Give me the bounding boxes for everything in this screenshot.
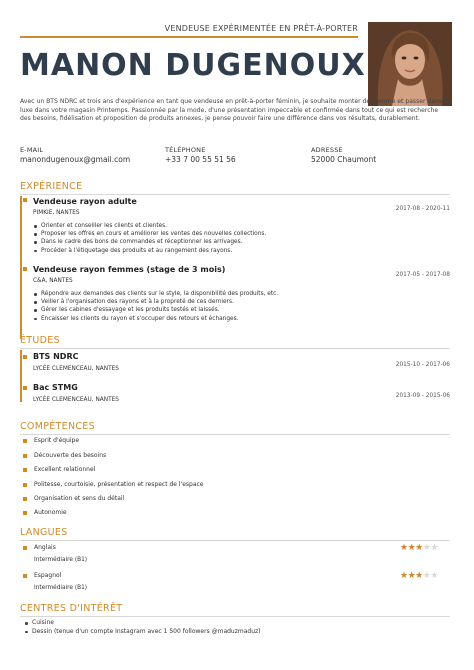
star-filled-icon: ★ — [400, 571, 408, 581]
language-name: Espagnol — [34, 572, 62, 579]
profile-photo — [368, 22, 452, 106]
title-divider — [20, 36, 358, 38]
timeline-node — [23, 386, 27, 390]
skills-section-title: COMPÉTENCES — [20, 421, 95, 432]
language-rating — [400, 571, 438, 581]
experience-role: Vendeuse rayon femmes (stage de 3 mois) — [33, 265, 226, 274]
bullet-square-icon — [23, 439, 27, 443]
experience-tasks — [33, 290, 363, 323]
skill-label: Autonomie — [34, 509, 67, 516]
star-empty-icon: ★ — [422, 571, 431, 581]
timeline-node — [23, 198, 27, 202]
education-timeline — [20, 350, 22, 402]
star-filled-icon: ★ — [415, 571, 423, 581]
portrait-photo-icon — [368, 22, 452, 106]
languages-divider — [20, 540, 450, 541]
skill-label: Politesse, courtoisie, présentation et respect de l'espace — [34, 481, 204, 488]
star-empty-icon: ★ — [422, 543, 431, 553]
experience-org: C&A, NANTES — [33, 278, 73, 284]
skill-label: Organisation et sens du détail — [34, 495, 125, 502]
candidate-name: MANON DUGENOUX — [20, 48, 366, 83]
phone-value[interactable]: +33 7 00 55 51 56 — [165, 155, 236, 164]
list-item: Veiller à l'organisation des rayons et à la propreté de ces derniers. — [33, 298, 363, 306]
list-item — [23, 481, 204, 488]
education-degree: BTS NDRC — [33, 352, 79, 361]
bullet-square-icon — [23, 454, 27, 458]
star-empty-icon: ★ — [430, 571, 438, 581]
bullet-square-icon — [23, 511, 27, 515]
skill-label: Esprit d'équipe — [34, 437, 80, 444]
languages-section-title: LANGUES — [20, 527, 68, 538]
education-degree: Bac STMG — [33, 383, 78, 392]
address-value: 52000 Chaumont — [311, 155, 377, 164]
address-label: ADRESSE — [311, 146, 343, 154]
profile-summary: Avec un BTS NDRC et trois ans d'expérience en tant que vendeuse en prêt-à-porter féminin, je souhaite monter de gamme et passer dans le luxe dans votre magasin Printemps. Passionnée par la mode, d'une présentation impeccable et confirmée dans tout ce qui est recherche des besoins, fidélisation et proposition de produits annexes, je pense pouvoir faire une différence dans vos résultats, durablement. — [20, 98, 450, 123]
list-item: Dans le cadre des bons de commandes et réceptionner les arrivages. — [33, 238, 363, 246]
experience-dates: 2017-05 - 2017-08 — [395, 272, 450, 278]
education-dates: 2015-10 - 2017-06 — [395, 362, 450, 368]
education-dates: 2013-09 - 2015-06 — [395, 393, 450, 399]
experience-timeline — [20, 196, 22, 339]
interests-section-title: CENTRES D'INTÉRÊT — [20, 603, 123, 614]
star-filled-icon: ★ — [400, 543, 408, 553]
list-item: Gérer les cabines d'essayage et les produits testés et laissés. — [33, 306, 363, 314]
language-name: Anglais — [34, 544, 56, 551]
interests-list — [23, 619, 443, 636]
skills-divider — [20, 434, 450, 435]
list-item: Orienter et conseiller les clients et clientes. — [33, 222, 363, 230]
list-item: Encaisser les clients du rayon et s'occuper des retours et échanges. — [33, 315, 363, 323]
experience-tasks — [33, 222, 363, 255]
list-item: Procéder à l'étiquetage des produits et au rangement des rayons. — [33, 247, 363, 255]
experience-role: Vendeuse rayon adulte — [33, 197, 137, 206]
list-item: Répondre aux demandes des clients sur le style, la disponibilité des produits, etc. — [33, 290, 363, 298]
skill-label: Découverte des besoins — [34, 452, 107, 459]
list-item — [23, 495, 124, 502]
language-level: Intermédiaire (B1) — [34, 557, 88, 563]
list-item — [23, 509, 67, 516]
experience-org: PIMKIE, NANTES — [33, 210, 80, 216]
phone-label: TÉLÉPHONE — [165, 146, 206, 154]
star-filled-icon: ★ — [407, 543, 416, 553]
education-school: LYCÉE CLEMENCEAU, NANTES — [33, 397, 119, 403]
email-value[interactable]: manondugenoux@gmail.com — [20, 155, 131, 164]
star-filled-icon: ★ — [407, 571, 416, 581]
timeline-node — [23, 267, 27, 271]
language-rating — [400, 543, 438, 553]
language-row — [23, 544, 56, 551]
skill-label: Excellent relationnel — [34, 466, 96, 473]
language-row — [23, 572, 61, 579]
experience-dates: 2017-08 - 2020-11 — [395, 206, 450, 212]
bullet-square-icon — [23, 483, 27, 487]
job-title: VENDEUSE EXPÉRIMENTÉE EN PRÊT-À-PORTER — [164, 24, 358, 33]
list-item: Proposer les offres en cours et améliorer les ventes des nouvelles collections. — [33, 230, 363, 238]
list-item: Cuisine — [23, 619, 443, 628]
bullet-square-icon — [23, 468, 27, 472]
experience-divider — [20, 194, 450, 195]
list-item — [23, 452, 106, 459]
email-label: E-MAIL — [20, 146, 44, 154]
star-filled-icon: ★ — [415, 543, 423, 553]
bullet-square-icon — [23, 546, 27, 550]
bullet-square-icon — [23, 497, 27, 501]
experience-section-title: EXPÉRIENCE — [20, 181, 83, 192]
education-divider — [20, 348, 450, 349]
list-item: Dessin (tenue d'un compte Instagram avec 1 500 followers @maduzmaduz) — [23, 628, 443, 637]
language-level: Intermédiaire (B1) — [34, 585, 88, 591]
list-item — [23, 466, 95, 473]
timeline-node — [23, 355, 27, 359]
education-section-title: ÉTUDES — [20, 335, 60, 346]
interests-divider — [20, 616, 450, 617]
bullet-square-icon — [23, 574, 27, 578]
education-school: LYCÉE CLEMENCEAU, NANTES — [33, 366, 119, 372]
list-item — [23, 437, 79, 444]
star-empty-icon: ★ — [430, 543, 438, 553]
